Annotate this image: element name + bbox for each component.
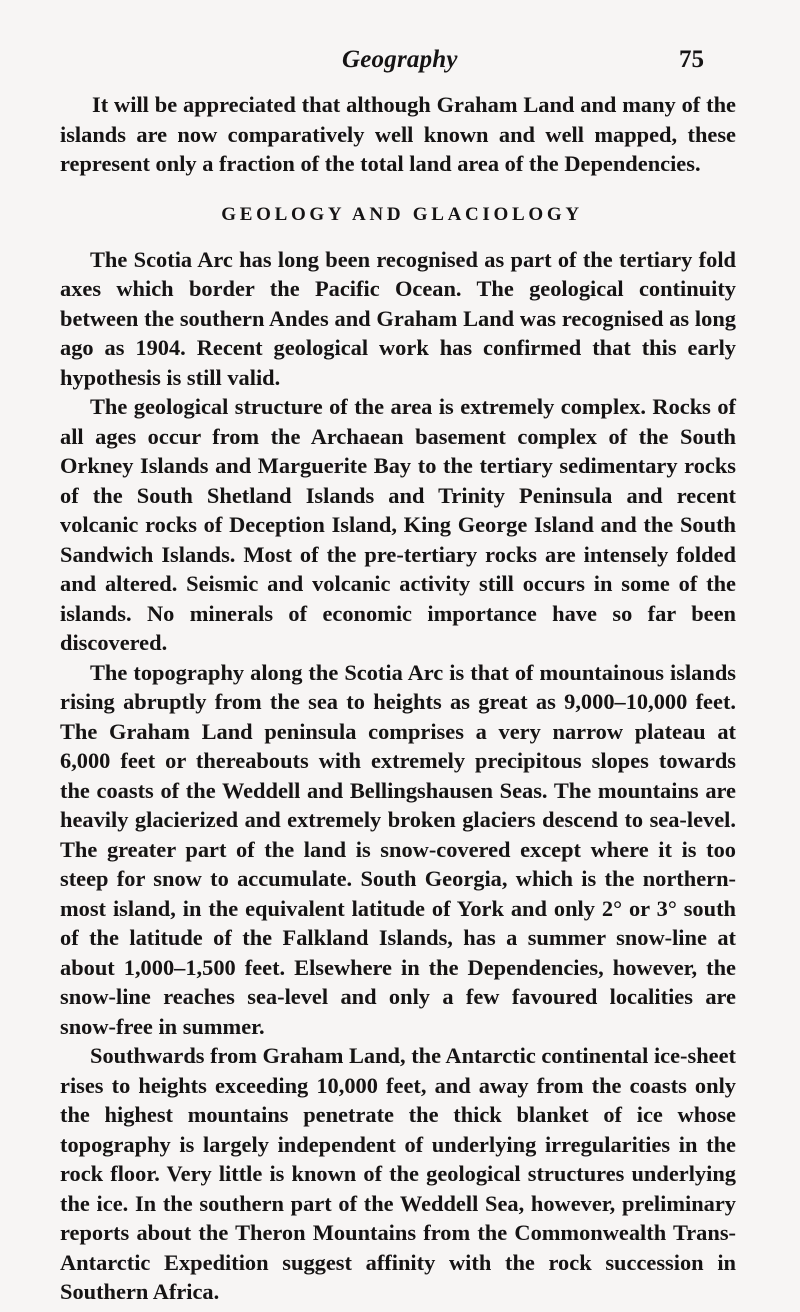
paragraph-geological-structure: The geological structure of the area is extremely complex. Rocks of all ages occur from the Archaean basement complex of the South Orkney Islands and Marguerite Bay to the tertiary sedimentary rocks of the South Shetland Islands and Trinity Peninsula and recent volcanic rocks of Deception Island, King George Island and the South Sandwich Islands. Most of the pre-tertiary rocks are intensely folded and altered. Seismic and volcanic activity still occurs in some of the islands. No minerals of economic importance have so far been discovered. [60,394,736,655]
section-heading: GEOLOGY AND GLACIOLOGY [221,203,583,225]
paragraph-ice-sheet: Southwards from Graham Land, the Antarctic continental ice-sheet rises to heights exceeding 10,000 feet, and away from the coasts only the highest mountains penetrate the thick blanket of ice whose topography is largely independent of underlying irregularities in the rock floor. Very little is known of the geological structures underlying the ice. In the southern part of the Weddell Sea, however, preliminary reports about the Theron Mountains from the Commonwealth Trans-Antarctic Expedition suggest affinity with the rock succession in Southern Africa. [60,1043,736,1304]
page-number: 75 [679,46,704,73]
paragraph-scotia-arc: The Scotia Arc has long been recognised as part of the tertiary fold axes which border the Pacific Ocean. The geological continuity between the southern Andes and Graham Land was recognised as long ago as 1904. Recent geological work has confirmed that this early hypothesis is still valid. [60,246,736,390]
paragraph-topography: The topography along the Scotia Arc is that of mountainous islands rising abruptly from the sea to heights as great as 9,000–10,000 feet. The Graham Land peninsula comprises a very narrow plateau at 6,000 feet or thereabouts with extremely precipitous slopes towards the coasts of the Weddell and Bellingshausen Seas. The mountains are heavily glacierized and extremely broken glaciers descend to sea-level. The greater part of the land is snow-covered except where it is too steep for snow to accumulate. South Georgia, which is the northern-most island, in the equivalent latitude of York and only 2° or 3° south of the latitude of the Falkland Islands, has a summer snow-line at about 1,000–1,500 feet. Elsewhere in the Dependencies, however, the snow-line reaches sea-level and only a few favoured localities are snow-free in summer. [60,659,736,1039]
running-title: Geography [342,46,458,73]
intro-paragraph: It will be appreciated that although Graham Land and many of the islands are now comparatively well known and well mapped, these represent only a fraction of the total land area of the Dependencies. [60,92,736,176]
running-head [0,34,800,74]
body-text [60,90,736,1307]
